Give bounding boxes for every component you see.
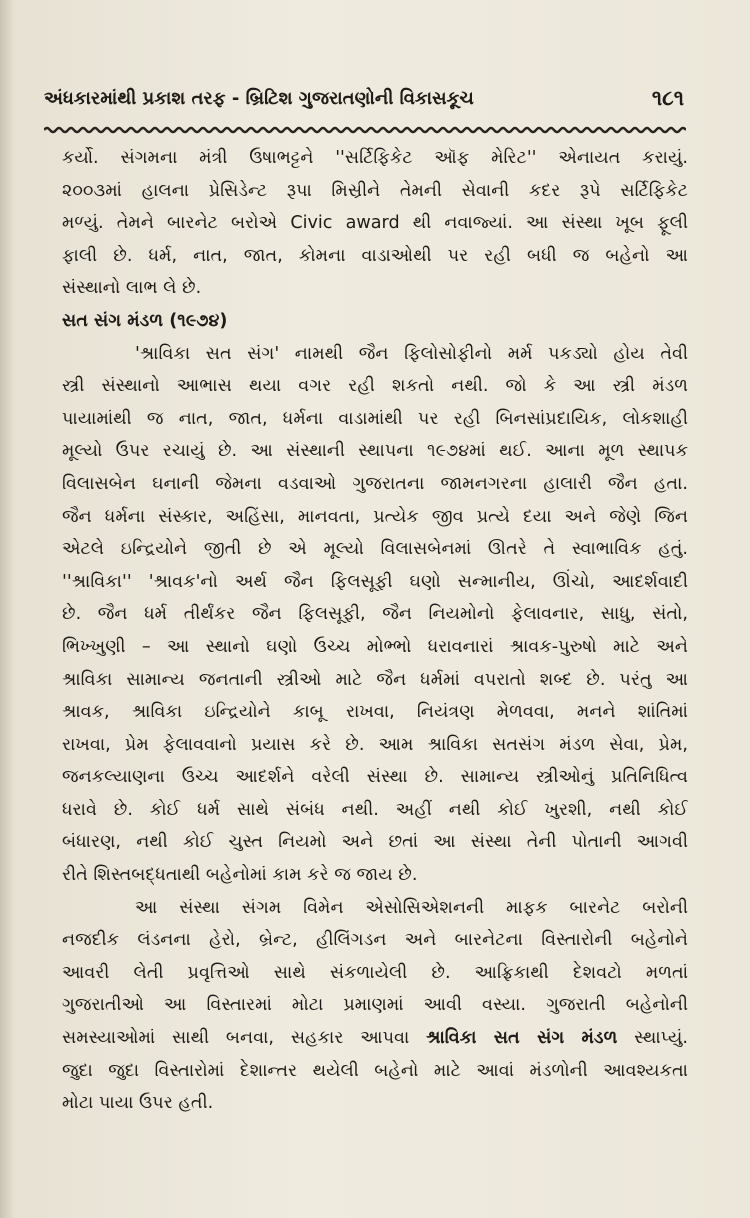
text-line: મૂલ્યો ઉપર રચાયું છે. આ સંસ્થાની સ્થાપના ૧૯૭૪માં થઈ. આના મૂળ સ્થાપક [62, 441, 688, 462]
text-line: મળ્યું. તેમને બારનેટ બરોએ Civic award થી નવાજ્યાં. આ સંસ્થા ખૂબ ફૂલી [62, 213, 688, 234]
text-line: આવરી લેતી પ્રવૃત્તિઓ સાથે સંકળાયેલી છે. આફ્રિકાથી દેશવટો મળતાં [62, 962, 688, 983]
header-rule [44, 125, 686, 135]
text-line: રાખવા, પ્રેમ ફેલાવવાનો પ્રયાસ કરે છે. આમ શ્રાવિકા સતસંગ મંડળ સેવા, પ્રેમ, [62, 734, 688, 755]
text-line: ગુજરાતીઓ આ વિસ્તારમાં મોટા પ્રમાણમાં આવી વસ્યા. ગુજરાતી બહેનોની [62, 995, 688, 1016]
text-line: ''શ્રાવિકા'' 'શ્રાવક'નો અર્થ જૈન ફિલસૂફી ઘણો સન્માનીય, ઊંચો, આદર્શવાદી [62, 571, 688, 592]
text-line: ભિખ્ખુણી – આ સ્થાનો ઘણો ઉચ્ચ મોભ્ભો ધરાવનારાં શ્રાવક-પુરુષો માટે અને [62, 636, 688, 657]
text-line: સ્ત્રી સંસ્થાનો આભાસ થયા વગર રહી શકતો નથી. જો કે આ સ્ત્રી મંડળ [62, 376, 688, 397]
text-line: શ્રાવિકા સામાન્ય જનતાની સ્ત્રીઓ માટે જૈન ધર્મમાં વપરાતો શબ્દ છે. પરંતુ આ [62, 669, 688, 690]
text-line: 'શ્રાવિકા સત સંગ' નામથી જૈન ફિલોસોફીનો મર્મ પકડ્યો હોય તેવી [135, 343, 688, 364]
text-line: મોટા પાયા ઉપર હતી. [62, 1093, 214, 1114]
page-binding-shadow [0, 0, 14, 1218]
page-header [44, 86, 684, 122]
body-text [62, 142, 688, 1120]
text-line-with-bold [62, 1022, 688, 1055]
bold-phrase: શ્રાવિકા સત સંગ મંડળ [426, 1028, 618, 1049]
text-line: છે. જૈન ધર્મ તીર્થંકર જૈન ફિલસૂફી, જૈન નિયમોનો ફેલાવનાર, સાધુ, સંતો, [62, 604, 688, 625]
page-number: ૧૮૧ [651, 86, 684, 110]
text-line: ધરાવે છે. કોઈ ધર્મ સાથે સંબંધ નથી. અહીં નથી કોઈ ખુરશી, નથી કોઈ [62, 799, 688, 820]
text-line: આ સંસ્થા સંગમ વિમેન એસોસિએશનની માફક બારનેટ બરોની [135, 897, 688, 918]
text-line: રીતે શિસ્તબદ્ધતાથી બહેનોમાં કામ કરે જ જાય છે. [62, 865, 418, 886]
text-segment: સ્થાપ્યું. [617, 1028, 688, 1049]
text-line: વિલાસબેન ઘનાની જેમના વડવાઓ ગુજરાતના જામનગરના હાલારી જૈન હતા. [62, 473, 688, 494]
text-line: જુદા જુદા વિસ્તારોમાં દેશાન્તર થયેલી બહેનો માટે આવાં મંડળોની આવશ્યકતા [62, 1060, 688, 1081]
text-line: ૨૦૦૩માં હાલના પ્રેસિડેન્ટ રૂપા મિસ્રીને તેમની સેવાની કદર રૂપે સર્ટિફિકેટ [62, 180, 688, 201]
text-line: જૈન ધર્મના સંસ્કાર, અહિંસા, માનવતા, પ્રત્યેક જીવ પ્રત્યે દયા અને જેણે જિન [62, 506, 688, 527]
text-line: ફાલી છે. ધર્મ, નાત, જાત, કોમના વાડાઓથી પર રહી બધી જ બહેનો આ [62, 245, 688, 266]
text-line: એટલે ઇન્દ્રિયોને જીતી છે એ મૂલ્યો વિલાસબેનમાં ઊતરે તે સ્વાભાવિક હતું. [62, 539, 688, 560]
text-segment: સમસ્યાઓમાં સાથી બનવા, સહકાર આપવા [62, 1028, 427, 1049]
text-line: કર્યો. સંગમના મંત્રી ઉષાભટ્ટને ''સર્ટિફિકેટ ઑફ મેરિટ'' એનાયત કરાયું. [62, 148, 688, 168]
text-line: શ્રાવક, શ્રાવિકા ઇન્દ્રિયોને કાબૂ રાખવા, નિયંત્રણ મેળવવા, મનને શાંતિમાં [62, 702, 688, 723]
running-title: અંધકારમાંથી પ્રકાશ તરફ - બ્રિટિશ ગુજરાતણોની વિકાસકૂચ [44, 88, 474, 109]
text-line: નજદીક લંડનના હેરો, બ્રેન્ટ, હીલિંગડન અને બારનેટના વિસ્તારોની બહેનોને [62, 930, 688, 951]
text-line: પાયામાંથી જ નાત, જાત, ધર્મના વાડામાંથી પર રહી બિનસાંપ્રદાયિક, લોકશાહી [62, 408, 688, 429]
section-heading: સત સંગ મંડળ (૧૯૭૪) [62, 310, 228, 331]
text-line: બંધારણ, નથી કોઈ ચુસ્ત નિયમો અને છતાં આ સંસ્થા તેની પોતાની આગવી [62, 832, 688, 853]
text-line: જનકલ્યાણના ઉચ્ચ આદર્શને વરેલી સંસ્થા છે. સામાન્ય સ્ત્રીઓનું પ્રતિનિધિત્વ [62, 767, 688, 788]
text-line: સંસ્થાનો લાભ લે છે. [62, 278, 202, 299]
